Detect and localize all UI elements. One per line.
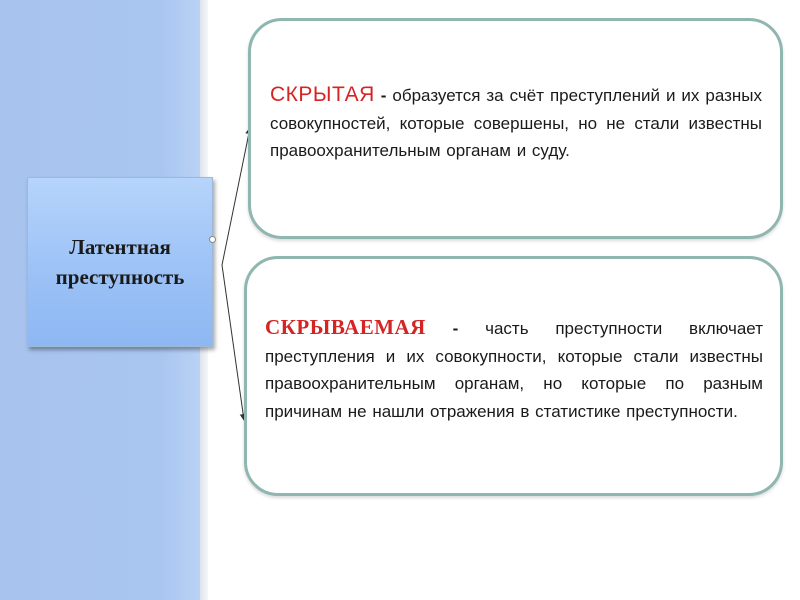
main-concept-box — [27, 177, 213, 347]
description-concealed: часть преступности включает преступления и их совокупности, которые стали известны правоохранительным органам, но которые по разным причинам не нашли отражения в статистике преступности. — [265, 319, 763, 421]
term-hidden: СКРЫТАЯ — [270, 83, 375, 106]
separator-concealed: - — [425, 319, 486, 338]
connector-bottom — [222, 265, 244, 420]
description-hidden: образуется за счёт преступлений и их разных совокупностей, которые совершены, но не стали известны правоохранительным органам и суду. — [270, 86, 763, 160]
definition-card-concealed — [244, 256, 783, 496]
definition-text-hidden — [270, 81, 762, 165]
connector-top — [222, 128, 250, 265]
term-concealed: СКРЫВАЕМАЯ — [265, 315, 426, 339]
main-concept-label: Латентная преступность — [55, 235, 185, 289]
connector-handle — [209, 236, 216, 243]
definition-text-concealed — [265, 314, 763, 425]
separator-hidden: - — [374, 86, 393, 105]
definition-card-hidden — [248, 18, 783, 239]
